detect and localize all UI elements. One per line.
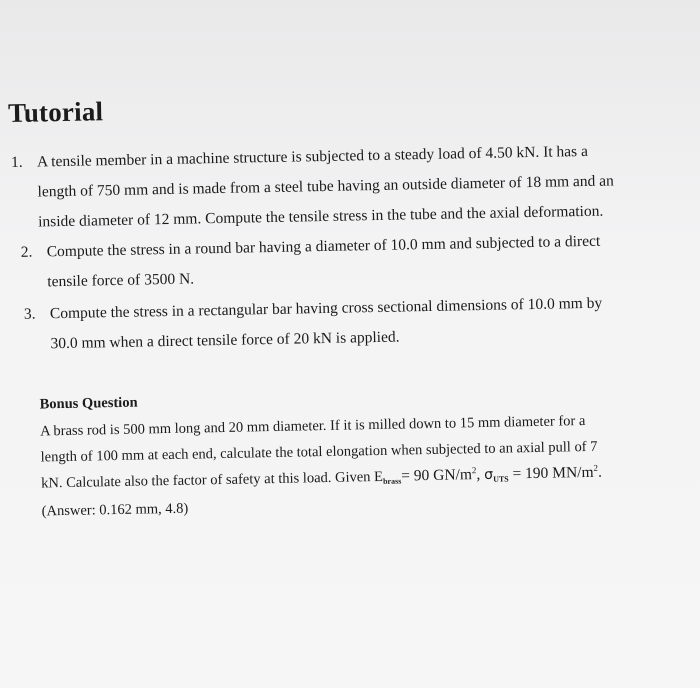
problem-text-line: 30.0 mm when a direct tensile force of 20 kN is applied. bbox=[50, 328, 400, 353]
bonus-text-line: A brass rod is 500 mm long and 20 mm diameter. If it is milled down to 15 mm diameter for a bbox=[40, 413, 586, 440]
problem-2 bbox=[20, 225, 697, 297]
problem-3 bbox=[23, 287, 700, 359]
problem-text-line: A tensile member in a machine structure is subjected to a steady load of 4.50 kN. It has a bbox=[36, 142, 589, 171]
problem-number: 1. bbox=[10, 153, 23, 171]
given-separator: , bbox=[476, 465, 485, 484]
problem-text-line: length of 750 mm and is made from a steel tube having an outside diameter of 18 mm and an bbox=[37, 172, 615, 201]
problem-text-line: tensile force of 3500 N. bbox=[47, 270, 195, 291]
given-end: . bbox=[597, 463, 603, 481]
bonus-text-line: kN. Calculate also the factor of safety at this load. Given E bbox=[41, 468, 384, 492]
problem-text-line: inside diameter of 12 mm. Compute the tensile stress in the tube and the axial deformation. bbox=[37, 202, 604, 231]
problem-1 bbox=[10, 135, 699, 238]
bonus-question bbox=[39, 379, 700, 525]
bonus-text-line: length of 100 mm at each end, calculate the total elongation when subjected to an axial pull of 7 bbox=[40, 438, 598, 466]
problem-number: 3. bbox=[23, 305, 36, 323]
problem-number: 2. bbox=[20, 243, 33, 261]
modulus-value: = 90 GN/m bbox=[401, 466, 473, 485]
problem-text-line: Compute the stress in a round bar having a diameter of 10.0 mm and subjected to a direct bbox=[46, 232, 601, 261]
modulus-subscript: brass bbox=[382, 476, 402, 486]
uts-subscript: UTS bbox=[493, 474, 509, 484]
modulus-exponent: 2 bbox=[471, 465, 477, 476]
sigma-symbol: σ bbox=[484, 466, 494, 483]
bonus-answer: (Answer: 0.162 mm, 4.8) bbox=[41, 500, 189, 520]
page-title: Tutorial bbox=[7, 96, 104, 129]
uts-exponent: 2 bbox=[593, 462, 599, 473]
bonus-heading: Bonus Question bbox=[39, 394, 138, 413]
problem-text-line: Compute the stress in a rectangular bar having cross sectional dimensions of 10.0 mm by bbox=[49, 294, 603, 323]
uts-value: = 190 MN/m bbox=[508, 463, 594, 483]
